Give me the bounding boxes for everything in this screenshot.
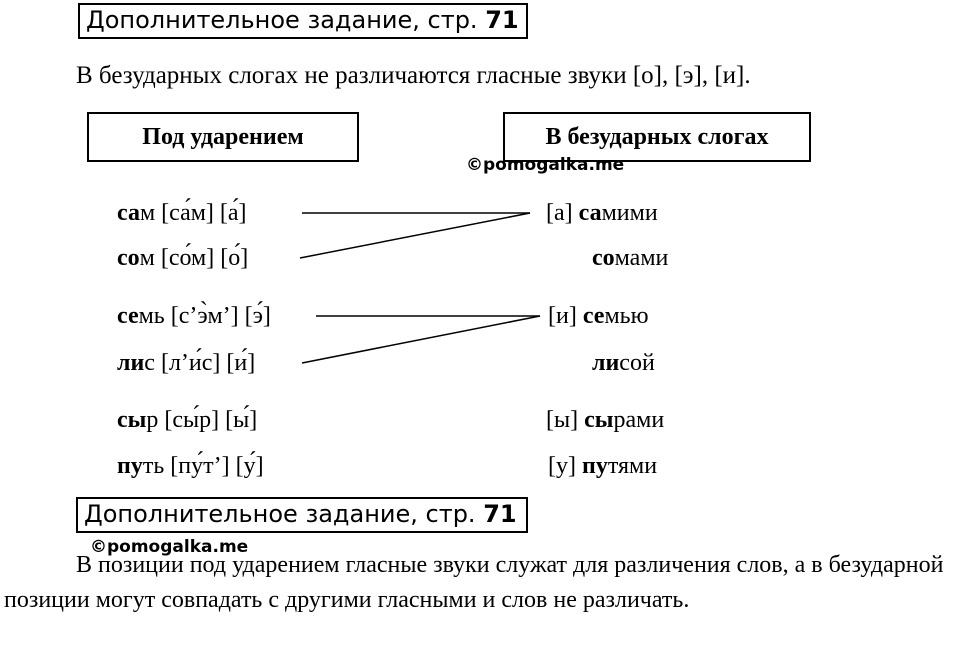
watermark: ©pomogalka.me — [90, 537, 249, 557]
task-page-number: 71 — [483, 500, 517, 528]
task-page-number: 71 — [485, 6, 519, 34]
unstressed-word: [и] семью — [548, 303, 649, 329]
unstressed-word: [у] путями — [548, 453, 658, 479]
watermark: ©pomogalka.me — [466, 155, 625, 175]
unstressed-word: сомами — [592, 245, 669, 271]
stressed-word: сам [са́м] [а́] — [117, 200, 247, 226]
header-stressed: Под ударением — [87, 112, 359, 162]
header-unstressed: В безударных слогах — [503, 112, 811, 162]
stressed-word: сыр [сы́р] [ы́] — [117, 407, 258, 433]
stressed-word: лис [л’и́с] [и́] — [117, 350, 256, 376]
conclusion-paragraph — [4, 548, 960, 618]
stressed-word: семь [с’э̀м’] [э́] — [117, 303, 271, 329]
unstressed-word: [ы] сырами — [546, 407, 665, 433]
conclusion-text: В позиции под ударением гласные звуки служат для различения слов, а в безударной позиции могут совпадать с другими гласными и слов не различать. — [4, 552, 944, 613]
connector-line — [300, 213, 530, 258]
connector-line — [302, 316, 540, 363]
stressed-word: путь [пу́т’] [у́] — [117, 453, 264, 479]
task-header-bottom — [76, 497, 528, 533]
task-header-text: Дополнительное задание, стр. — [84, 500, 476, 528]
unstressed-word: лисой — [592, 350, 655, 376]
task-header-text: Дополнительное задание, стр. — [86, 6, 478, 34]
stressed-word: сом [со́м] [о́] — [117, 245, 249, 271]
unstressed-word: [а] самими — [546, 200, 658, 226]
intro-sentence: В безударных слогах не различаются гласные звуки [о], [э], [и]. — [76, 62, 751, 89]
